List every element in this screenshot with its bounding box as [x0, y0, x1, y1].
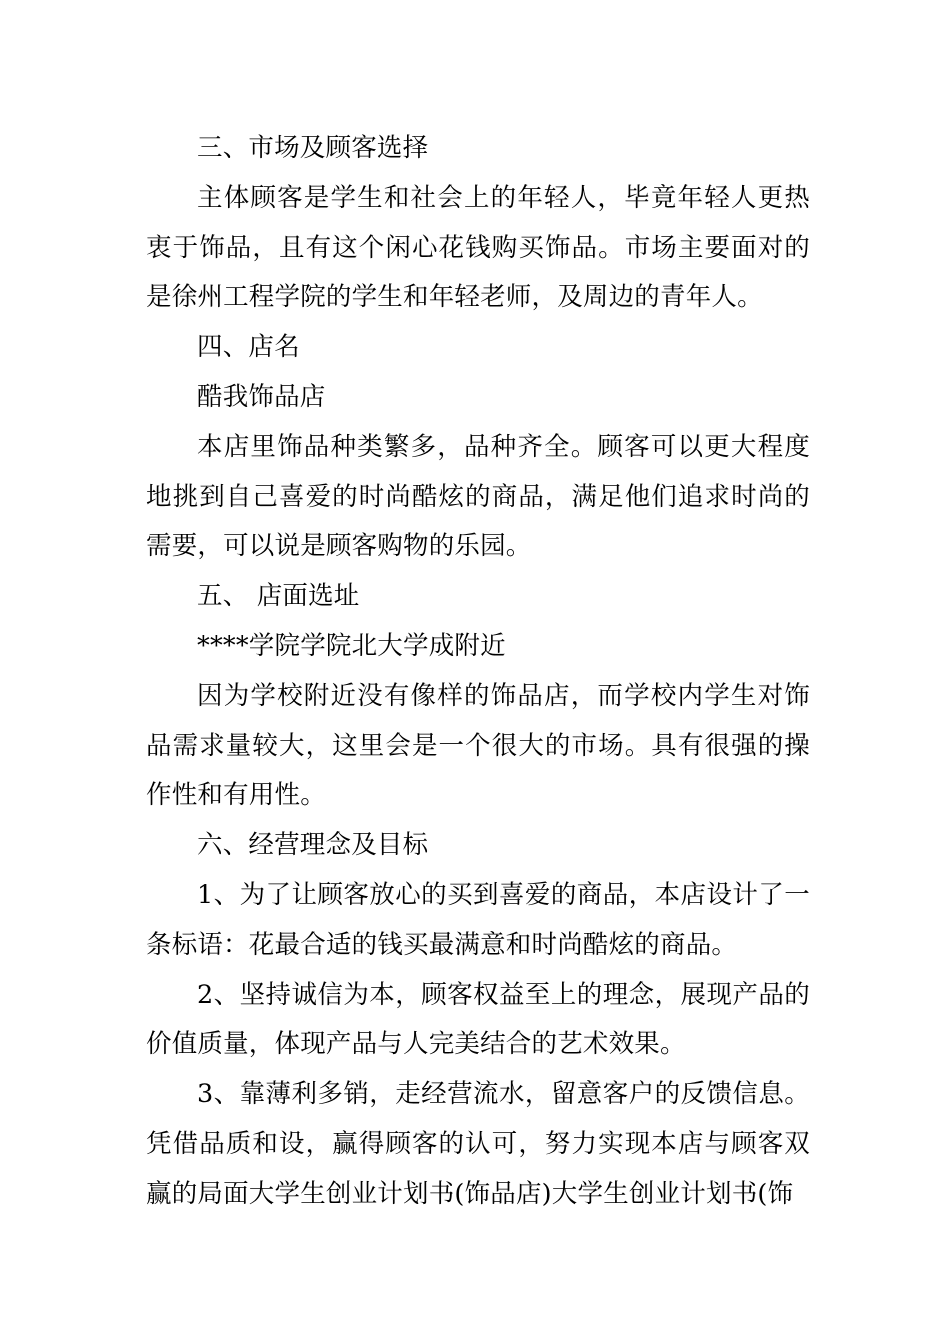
section-heading-store-name: 四、店名 — [197, 332, 300, 363]
section-heading-market: 三、市场及顾客选择 — [197, 133, 429, 163]
section-heading-philosophy: 六、经营理念及目标 — [197, 830, 429, 861]
paragraph-goal-3: 3、靠薄利多销，走经营流水，留意客户的反馈信息。凭借品质和设，赢得顾客的认可，努力实现本店与顾客双赢的局面大学生创业计划书(饰品店)大学生创业计划书(饰 — [146, 1079, 810, 1209]
paragraph-goal-2: 2、坚持诚信为本，顾客权益至上的理念，展现产品的价值质量，体现产品与人完美结合的艺术效果。 — [146, 979, 810, 1060]
paragraph-location: ****学院学院北大学成附近 — [197, 630, 506, 661]
paragraph-location-reason: 因为学校附近没有像样的饰品店，而学校内学生对饰品需求量较大，这里会是一个很大的市场。具有很强的操作性和有用性。 — [146, 680, 810, 811]
document-body — [146, 124, 810, 1220]
paragraph-store-name: 酷我饰品店 — [197, 381, 326, 412]
paragraph-target-customers: 主体顾客是学生和社会上的年轻人，毕竟年轻人更热衷于饰品，且有这个闲心花钱购买饰品。市场主要面对的是徐州工程学院的学生和年轻老师，及周边的青年人。 — [146, 182, 810, 313]
paragraph-goal-1: 1、为了让顾客放心的买到喜爱的商品，本店设计了一条标语：花最合适的钱买最满意和时尚酷炫的商品。 — [146, 879, 810, 960]
paragraph-store-description: 本店里饰品种类繁多，品种齐全。顾客可以更大程度地挑到自己喜爱的时尚酷炫的商品，满足他们追求时尚的需要，可以说是顾客购物的乐园。 — [146, 431, 810, 562]
section-heading-location: 五、 店面选址 — [197, 581, 360, 612]
